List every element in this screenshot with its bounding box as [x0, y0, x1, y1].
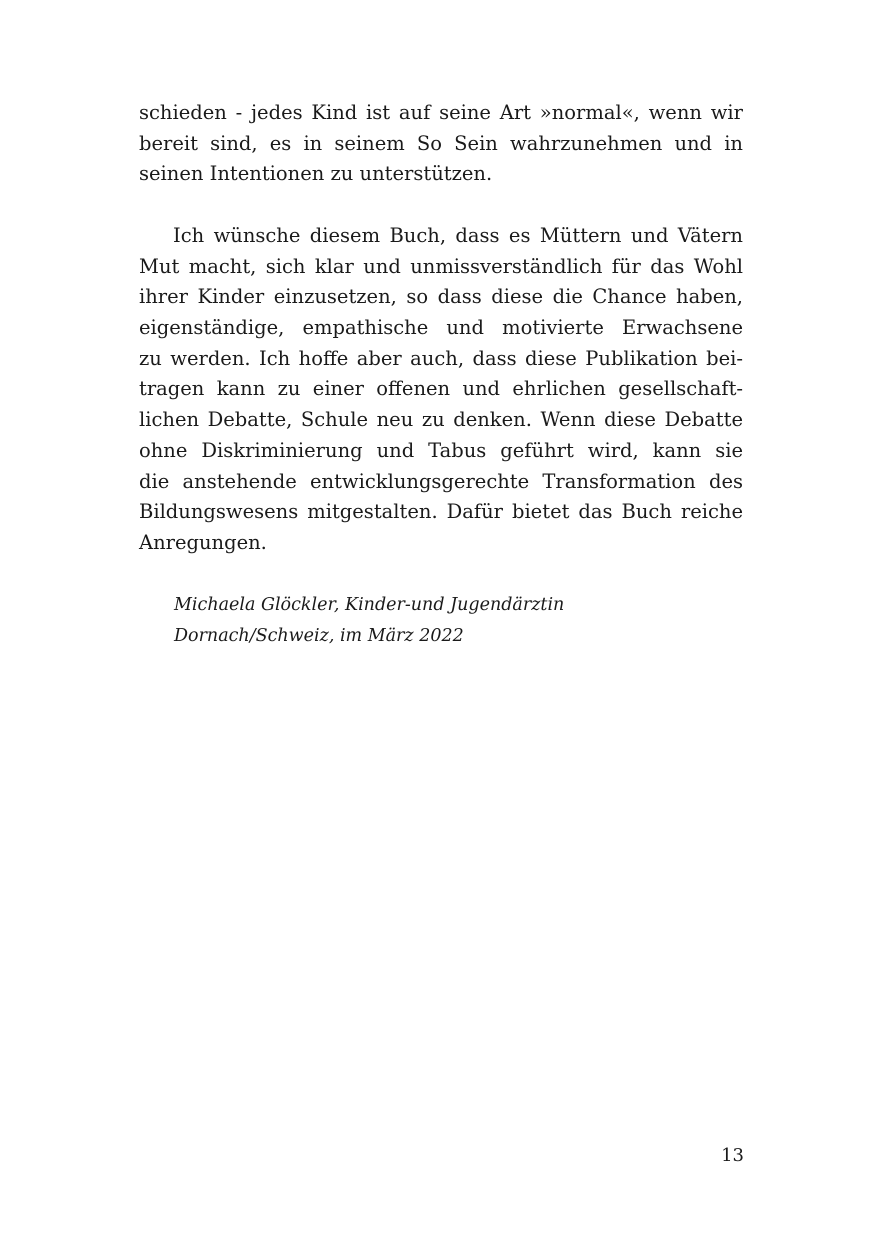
- signature-block: [174, 590, 674, 651]
- text-line: Bildungswesens mitgestalten. Dafür bietet das Buch reiche: [139, 500, 743, 524]
- signature-author: Michaela Glöckler, Kinder-und Jugendärztin: [174, 595, 565, 615]
- text-line: ohne Diskriminierung und Tabus geführt wird, kann sie: [139, 438, 743, 462]
- text-line: Anregungen.: [139, 530, 267, 554]
- paragraph-continuation: [139, 98, 743, 190]
- text-line: eigenständige, empathische und motivierte Erwachsene: [139, 316, 743, 340]
- text-line: Mut macht, sich klar und unmissverständlich für das Wohl: [139, 254, 743, 278]
- text-line: schieden - jedes Kind ist auf seine Art »normal«, wenn wir: [139, 101, 743, 124]
- text-line: tragen kann zu einer offenen und ehrlichen gesellschaft-: [139, 377, 743, 401]
- text-line: seinen Intentionen zu unterstützen.: [139, 162, 493, 186]
- text-line: ihrer Kinder einzusetzen, so dass diese die Chance haben,: [139, 285, 743, 309]
- text-line: lichen Debatte, Schule neu zu denken. Wenn diese Debatte: [139, 408, 743, 432]
- signature-place-date: Dornach/Schweiz, im März 2022: [174, 625, 464, 646]
- text-line: bereit sind, es in seinem So Sein wahrzunehmen und in: [139, 131, 743, 155]
- paragraph-wish: [139, 221, 743, 559]
- text-line: Ich wünsche diesem Buch, dass es Müttern und Vätern: [173, 224, 743, 247]
- page-number: 13: [721, 1145, 744, 1166]
- text-line: zu werden. Ich hoffe aber auch, dass diese Publikation bei-: [139, 346, 743, 370]
- text-line: die anstehende entwicklungsgerechte Transformation des: [139, 469, 743, 493]
